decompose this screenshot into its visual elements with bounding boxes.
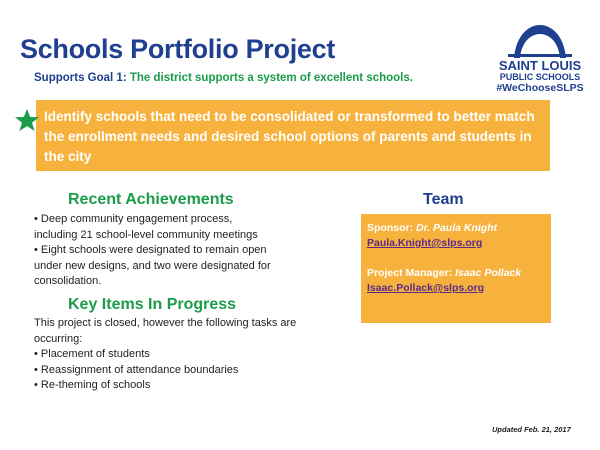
list-item: This project is closed, however the following tasks are: [34, 317, 297, 329]
manager-label: Project Manager:: [367, 267, 453, 279]
updated-date: Updated Feb. 21, 2017: [492, 425, 571, 434]
manager-line: [367, 266, 545, 281]
page-title: Schools Portfolio Project: [20, 34, 336, 64]
list-item: consolidation.: [34, 275, 102, 287]
achievements-heading: Recent Achievements: [68, 191, 234, 208]
logo-name: SAINT LOUIS: [498, 58, 582, 73]
progress-heading: Key Items In Progress: [68, 296, 237, 313]
sponsor-name: Dr. Paula Knight: [416, 222, 498, 234]
team-box: [361, 214, 551, 323]
list-item: occurring:: [34, 332, 83, 345]
sponsor-email-link[interactable]: Paula.Knight@slps.org: [367, 237, 483, 249]
goal-label: Supports Goal 1:: [34, 72, 127, 84]
list-item: • Eight schools were designated to remain open: [34, 244, 267, 256]
list-item: under new designs, and two were designated for: [34, 259, 271, 272]
sponsor-line: [367, 221, 545, 236]
list-item: • Deep community engagement process,: [34, 213, 233, 225]
objective-text: Identify schools that need to be consolidated or transformed to better match the enrollment needs and desired school options of parents and students in the city: [44, 109, 535, 164]
achievements-list: [34, 212, 271, 290]
sponsor-label: Sponsor:: [367, 222, 414, 234]
objective-banner: [36, 100, 550, 171]
slps-logo: [488, 14, 592, 104]
team-heading: Team: [423, 191, 464, 208]
logo-hashtag: #WeChooseSLPS: [496, 82, 584, 94]
progress-list: [34, 316, 296, 394]
gateway-arch-icon: [508, 14, 572, 58]
manager-name: Isaac Pollack: [455, 267, 522, 279]
star-icon: [14, 108, 40, 132]
goal-statement: [34, 72, 413, 84]
logo-subtitle: PUBLIC SCHOOLS: [499, 72, 581, 82]
list-item: • Reassignment of attendance boundaries: [34, 363, 239, 376]
list-item: including 21 school-level community meetings: [34, 228, 258, 241]
list-item: • Placement of students: [34, 348, 150, 360]
manager-email-link[interactable]: Isaac.Pollack@slps.org: [367, 282, 485, 294]
list-item: • Re-theming of schools: [34, 379, 151, 391]
goal-text: The district supports a system of excellent schools.: [129, 72, 413, 84]
